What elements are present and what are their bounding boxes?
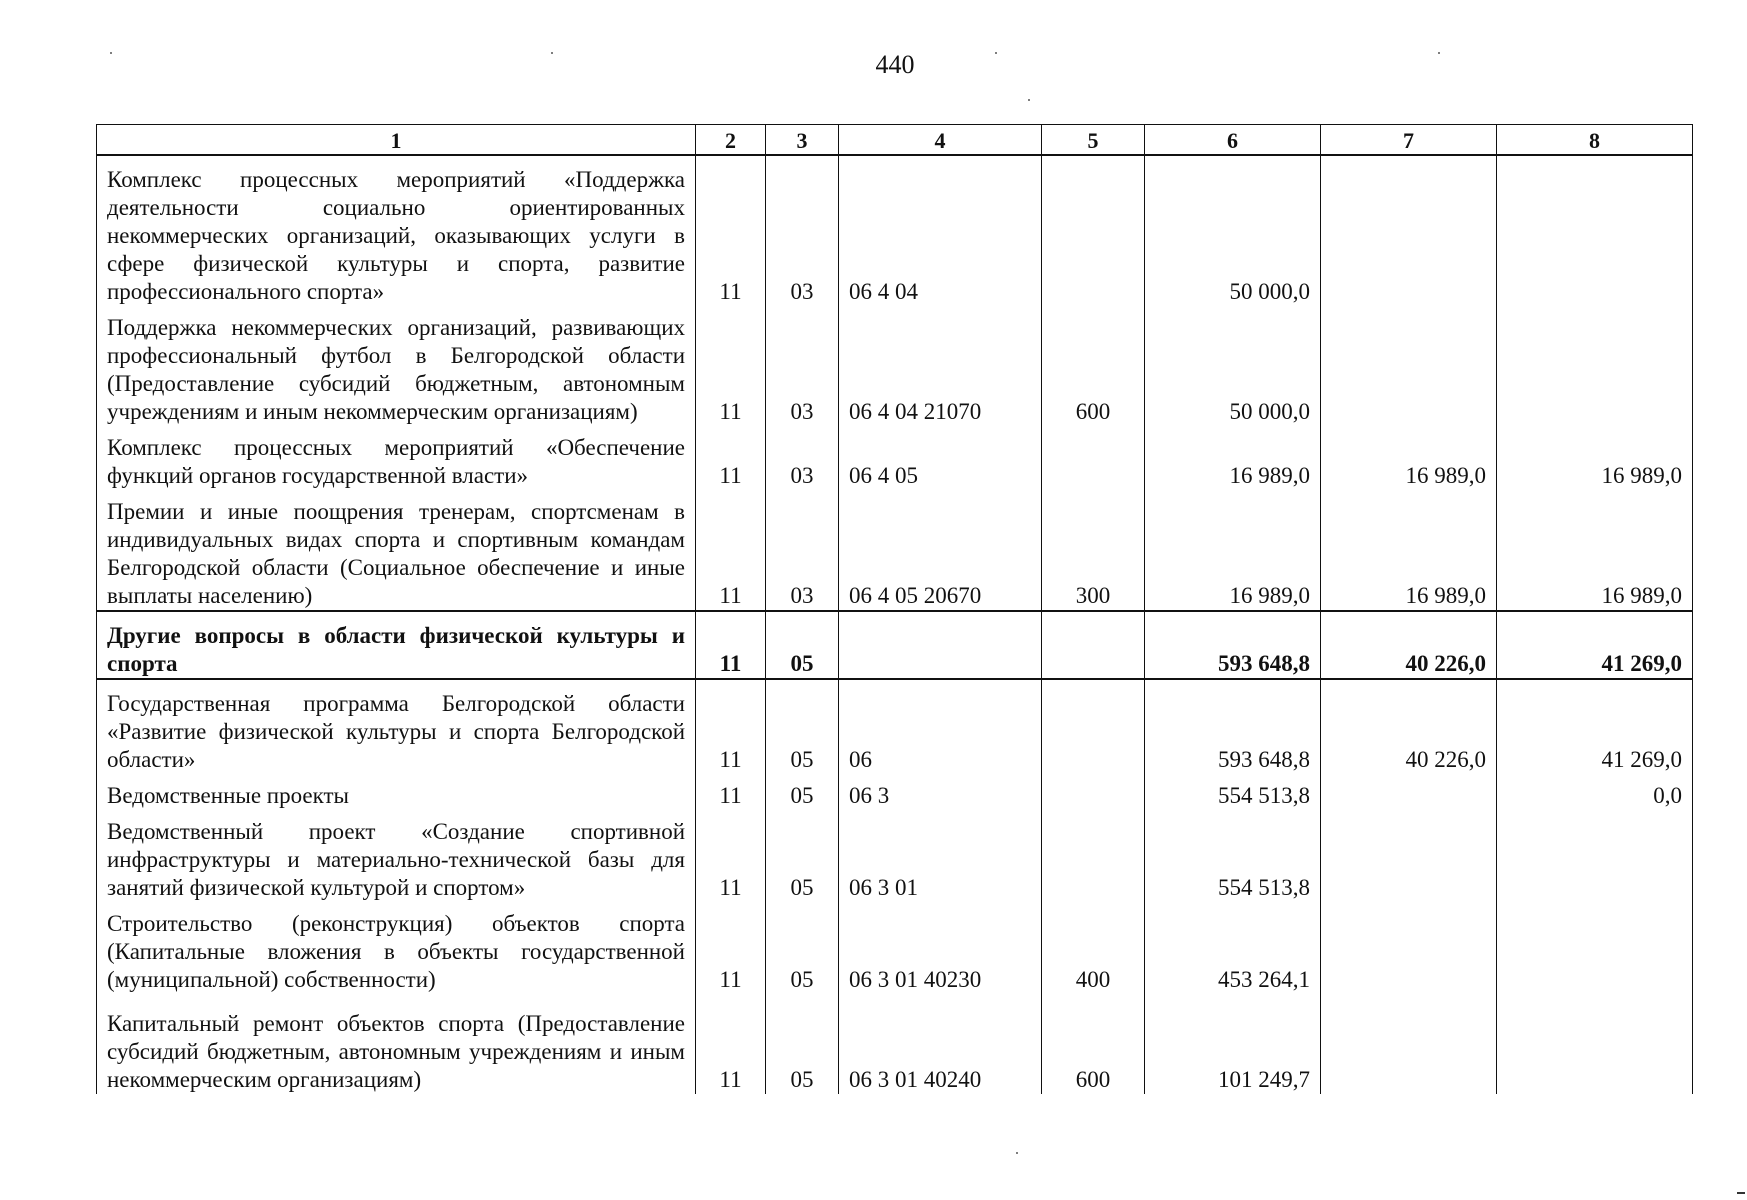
row-section: 11: [696, 490, 766, 611]
row-section: 11: [696, 679, 766, 774]
row-type: [1042, 426, 1145, 490]
col-header-5: 5: [1042, 125, 1145, 156]
row-year3: 0,0: [1497, 774, 1693, 810]
row-section: 11: [696, 994, 766, 1094]
row-type: [1042, 155, 1145, 306]
row-year3: 41 269,0: [1497, 611, 1693, 679]
row-year2: [1321, 774, 1497, 810]
row-section: 11: [696, 810, 766, 902]
row-year2: 16 989,0: [1321, 426, 1497, 490]
row-name: Строительство (реконструкция) объектов спорта (Капитальные вложения в объекты государственной (муниципальной) собственности): [97, 902, 696, 994]
row-subsection: 05: [766, 774, 839, 810]
col-header-1: 1: [97, 125, 696, 156]
col-header-7: 7: [1321, 125, 1497, 156]
row-subsection: 05: [766, 810, 839, 902]
table-row: [97, 155, 1693, 306]
row-section: 11: [696, 306, 766, 426]
row-name: Поддержка некоммерческих организаций, развивающих профессиональный футбол в Белгородской области (Предоставление субсидий бюджетным, автономным учреждениям и иным некоммерческим организациям): [97, 306, 696, 426]
table-row: [97, 426, 1693, 490]
row-section: 11: [696, 611, 766, 679]
row-code: 06 3 01: [839, 810, 1042, 902]
row-year3: 16 989,0: [1497, 426, 1693, 490]
scan-speck: [995, 52, 997, 54]
row-year1: 101 249,7: [1145, 994, 1321, 1094]
row-year1: 593 648,8: [1145, 611, 1321, 679]
header-row: [97, 125, 1693, 156]
row-year2: 40 226,0: [1321, 611, 1497, 679]
row-code: 06: [839, 679, 1042, 774]
row-subsection: 03: [766, 155, 839, 306]
row-year3: [1497, 994, 1693, 1094]
row-subsection: 05: [766, 679, 839, 774]
row-subsection: 05: [766, 611, 839, 679]
scan-speck: [1016, 1152, 1018, 1154]
row-code: 06 4 04 21070: [839, 306, 1042, 426]
scan-speck: [1028, 99, 1030, 101]
row-code: 06 3 01 40230: [839, 902, 1042, 994]
row-year2: 40 226,0: [1321, 679, 1497, 774]
table-row: [97, 679, 1693, 774]
row-section: 11: [696, 774, 766, 810]
row-type: [1042, 774, 1145, 810]
row-year3: 41 269,0: [1497, 679, 1693, 774]
row-code: 06 3 01 40240: [839, 994, 1042, 1094]
row-year3: [1497, 155, 1693, 306]
row-section: 11: [696, 902, 766, 994]
col-header-2: 2: [696, 125, 766, 156]
row-code: 06 4 05: [839, 426, 1042, 490]
row-type: 600: [1042, 306, 1145, 426]
row-year2: [1321, 306, 1497, 426]
budget-table: [96, 124, 1693, 1094]
row-year2: [1321, 810, 1497, 902]
row-year3: [1497, 902, 1693, 994]
row-year1: 453 264,1: [1145, 902, 1321, 994]
col-header-6: 6: [1145, 125, 1321, 156]
row-subsection: 05: [766, 994, 839, 1094]
row-name: Ведомственный проект «Создание спортивной инфраструктуры и материально-технической базы для занятий физической культурой и спортом»: [97, 810, 696, 902]
row-year3: [1497, 306, 1693, 426]
row-subsection: 03: [766, 490, 839, 611]
row-name: Премии и иные поощрения тренерам, спортсменам в индивидуальных видах спорта и спортивным командам Белгородской области (Социальное обеспечение и иные выплаты населению): [97, 490, 696, 611]
scan-speck: [1438, 52, 1440, 54]
row-section: 11: [696, 155, 766, 306]
row-type: 400: [1042, 902, 1145, 994]
table-row: [97, 306, 1693, 426]
row-year3: [1497, 810, 1693, 902]
row-code: 06 4 04: [839, 155, 1042, 306]
table-row: [97, 810, 1693, 902]
row-year1: 554 513,8: [1145, 810, 1321, 902]
scan-corner-mark: [1737, 1192, 1745, 1194]
page-bottom-margin: [0, 1120, 1747, 1200]
row-year2: 16 989,0: [1321, 490, 1497, 611]
row-type: [1042, 611, 1145, 679]
row-year2: [1321, 902, 1497, 994]
row-year1: 50 000,0: [1145, 155, 1321, 306]
row-year3: 16 989,0: [1497, 490, 1693, 611]
row-year1: 554 513,8: [1145, 774, 1321, 810]
row-type: 300: [1042, 490, 1145, 611]
row-year1: 50 000,0: [1145, 306, 1321, 426]
row-type: [1042, 810, 1145, 902]
scan-speck: [551, 52, 553, 54]
table-row: [97, 490, 1693, 611]
table-row: [97, 774, 1693, 810]
row-name: Ведомственные проекты: [97, 774, 696, 810]
row-year1: 16 989,0: [1145, 490, 1321, 611]
row-subsection: 05: [766, 902, 839, 994]
row-section: 11: [696, 426, 766, 490]
scan-speck: [110, 52, 112, 54]
row-year2: [1321, 994, 1497, 1094]
row-code: 06 3: [839, 774, 1042, 810]
row-code: [839, 611, 1042, 679]
row-year1: 593 648,8: [1145, 679, 1321, 774]
section-total-row: [97, 611, 1693, 679]
row-name: Капитальный ремонт объектов спорта (Предоставление субсидий бюджетным, автономным учреждениям и иным некоммерческим организациям): [97, 994, 696, 1094]
table-row: [97, 902, 1693, 994]
row-name: Государственная программа Белгородской области «Развитие физической культуры и спорта Белгородской области»: [97, 679, 696, 774]
table-row: [97, 994, 1693, 1094]
col-header-8: 8: [1497, 125, 1693, 156]
row-type: 600: [1042, 994, 1145, 1094]
row-subsection: 03: [766, 306, 839, 426]
row-year1: 16 989,0: [1145, 426, 1321, 490]
row-name: Другие вопросы в области физической культуры и спорта: [97, 611, 696, 679]
row-code: 06 4 05 20670: [839, 490, 1042, 611]
page-number: 440: [875, 50, 915, 79]
row-name: Комплекс процессных мероприятий «Обеспечение функций органов государственной власти»: [97, 426, 696, 490]
row-type: [1042, 679, 1145, 774]
row-subsection: 03: [766, 426, 839, 490]
col-header-4: 4: [839, 125, 1042, 156]
row-name: Комплекс процессных мероприятий «Поддержка деятельности социально ориентированных некоммерческих организаций, оказывающих услуги в сфере физической культуры и спорта, развитие профессионального спорта»: [97, 155, 696, 306]
col-header-3: 3: [766, 125, 839, 156]
row-year2: [1321, 155, 1497, 306]
